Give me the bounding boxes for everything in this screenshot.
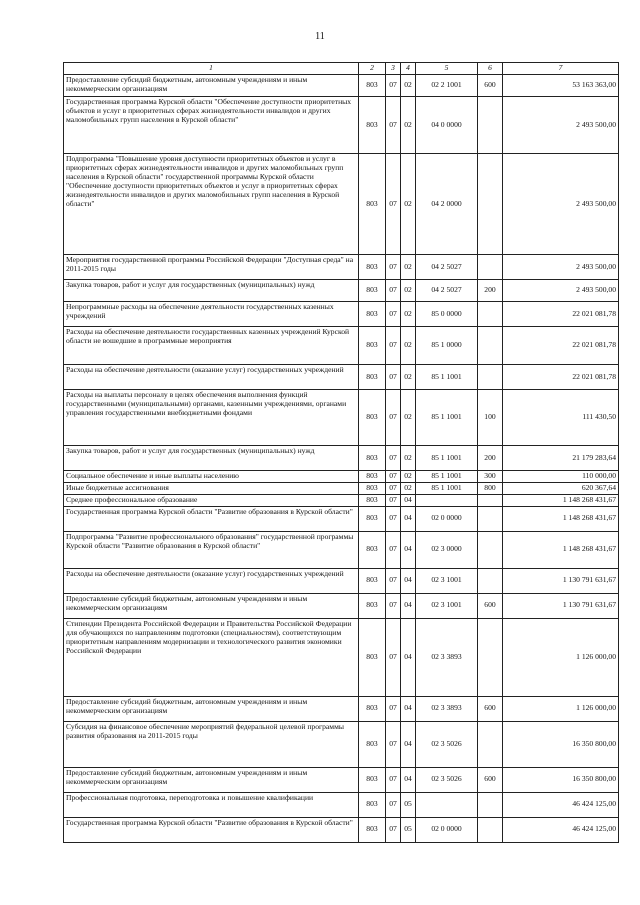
row-pr: 04: [401, 494, 416, 506]
row-rz: 07: [386, 327, 401, 365]
row-pr: 02: [401, 280, 416, 302]
row-sum: 1 148 268 431,67: [503, 531, 619, 568]
row-pr: 02: [401, 471, 416, 483]
table-row: [64, 97, 619, 154]
row-pr: 04: [401, 531, 416, 568]
row-name: Иные бюджетные ассигнования: [64, 482, 359, 494]
row-name: Подпрограмма "Повышение уровня доступности приоритетных объектов и услуг в приоритетных сферах жизнедеятельности инвалидов и других маломобильных групп населения в Курской области" государственной программы Курской области "Обеспечение доступности приоритетных объектов и услуг в приоритетных сферах жизнедеятельности инвалидов и других маломобильных групп населения в Курской области": [64, 154, 359, 255]
row-vr: [478, 255, 503, 280]
row-vr: 600: [478, 75, 503, 97]
row-csr: 02 3 5026: [416, 721, 478, 767]
row-rz: 07: [386, 494, 401, 506]
table-row: [64, 390, 619, 446]
row-sum: 46 424 125,00: [503, 817, 619, 842]
row-csr: 02 3 3893: [416, 696, 478, 721]
row-name: Расходы на обеспечение деятельности государственных казенных учреждений Курской области не вошедшие в программные мероприятия: [64, 327, 359, 365]
row-csr: 85 1 1001: [416, 390, 478, 446]
row-adm: 803: [359, 471, 386, 483]
row-rz: 07: [386, 593, 401, 618]
row-rz: 07: [386, 721, 401, 767]
row-adm: 803: [359, 767, 386, 792]
row-csr: 85 1 1001: [416, 446, 478, 471]
row-sum: 2 493 500,00: [503, 154, 619, 255]
row-sum: 22 021 081,78: [503, 327, 619, 365]
row-csr: 04 2 0000: [416, 154, 478, 255]
row-csr: 02 2 1001: [416, 75, 478, 97]
table-row: [64, 593, 619, 618]
row-name: Государственная программа Курской области "Развитие образования в Курской области": [64, 506, 359, 531]
row-sum: 22 021 081,78: [503, 365, 619, 390]
row-name: Предоставление субсидий бюджетным, автономным учреждениям и иным некоммерческим организациям: [64, 593, 359, 618]
row-csr: 85 1 1001: [416, 482, 478, 494]
row-sum: 1 148 268 431,67: [503, 494, 619, 506]
row-sum: 46 424 125,00: [503, 792, 619, 817]
row-vr: 800: [478, 482, 503, 494]
row-rz: 07: [386, 817, 401, 842]
row-csr: 04 0 0000: [416, 97, 478, 154]
row-adm: 803: [359, 792, 386, 817]
table-row: [64, 154, 619, 255]
row-vr: 600: [478, 696, 503, 721]
row-sum: 111 430,50: [503, 390, 619, 446]
row-vr: [478, 531, 503, 568]
table-row: [64, 494, 619, 506]
row-vr: 200: [478, 446, 503, 471]
row-rz: 07: [386, 154, 401, 255]
row-sum: 1 130 791 631,67: [503, 593, 619, 618]
row-name: Расходы на выплаты персоналу в целях обеспечения выполнения функций государственными (муниципальными) органами, казенными учреждениями, органами управления государственными внебюджетными фондами: [64, 390, 359, 446]
row-pr: 02: [401, 482, 416, 494]
row-name: Закупка товаров, работ и услуг для государственных (муниципальных) нужд: [64, 280, 359, 302]
row-vr: 600: [478, 593, 503, 618]
row-adm: 803: [359, 154, 386, 255]
row-vr: [478, 817, 503, 842]
table-row: [64, 280, 619, 302]
row-adm: 803: [359, 280, 386, 302]
row-adm: 803: [359, 593, 386, 618]
row-vr: 100: [478, 390, 503, 446]
row-pr: 04: [401, 568, 416, 593]
row-name: Расходы на обеспечение деятельности (оказание услуг) государственных учреждений: [64, 365, 359, 390]
row-pr: 02: [401, 446, 416, 471]
col-header-adm: 2: [359, 63, 386, 75]
row-sum: 16 350 800,00: [503, 767, 619, 792]
row-csr: 02 3 1001: [416, 593, 478, 618]
row-name: Предоставление субсидий бюджетным, автономным учреждениям и иным некоммерческим организациям: [64, 767, 359, 792]
row-name: Расходы на обеспечение деятельности (оказание услуг) государственных учреждений: [64, 568, 359, 593]
row-pr: 02: [401, 302, 416, 327]
row-name: Субсидия на финансовое обеспечение мероприятий федеральной целевой программы развития образования на 2011-2015 годы: [64, 721, 359, 767]
row-adm: 803: [359, 696, 386, 721]
row-rz: 07: [386, 75, 401, 97]
table-row: [64, 446, 619, 471]
row-vr: [478, 506, 503, 531]
row-rz: 07: [386, 446, 401, 471]
row-vr: [478, 494, 503, 506]
row-adm: 803: [359, 506, 386, 531]
table-row: [64, 471, 619, 483]
row-csr: 02 0 0000: [416, 817, 478, 842]
row-vr: 200: [478, 280, 503, 302]
table-row: [64, 75, 619, 97]
row-name: Государственная программа Курской области "Обеспечение доступности приоритетных объектов и услуг в приоритетных сферах жизнедеятельности инвалидов и других маломобильных групп населения в Курской области": [64, 97, 359, 154]
table-row: [64, 696, 619, 721]
row-name: Предоставление субсидий бюджетным, автономным учреждениям и иным некоммерческим организациям: [64, 696, 359, 721]
row-vr: [478, 302, 503, 327]
row-sum: 620 367,64: [503, 482, 619, 494]
row-vr: [478, 568, 503, 593]
row-rz: 07: [386, 506, 401, 531]
row-adm: 803: [359, 494, 386, 506]
row-adm: 803: [359, 618, 386, 696]
table-row: [64, 255, 619, 280]
table-row: [64, 327, 619, 365]
table-row: [64, 721, 619, 767]
row-sum: 1 130 791 631,67: [503, 568, 619, 593]
row-adm: 803: [359, 482, 386, 494]
row-rz: 07: [386, 618, 401, 696]
table-row: [64, 531, 619, 568]
row-rz: 07: [386, 482, 401, 494]
row-csr: [416, 494, 478, 506]
row-pr: 02: [401, 390, 416, 446]
row-vr: 600: [478, 767, 503, 792]
row-name: Государственная программа Курской области "Развитие образования в Курской области": [64, 817, 359, 842]
row-adm: 803: [359, 302, 386, 327]
budget-table: [63, 62, 619, 843]
row-sum: 21 179 283,64: [503, 446, 619, 471]
row-pr: 02: [401, 75, 416, 97]
row-csr: 02 3 0000: [416, 531, 478, 568]
row-sum: 22 021 081,78: [503, 302, 619, 327]
row-name: Мероприятия государственной программы Российской Федерации "Доступная среда" на 2011-2015 годы: [64, 255, 359, 280]
table-row: [64, 302, 619, 327]
row-csr: 85 0 0000: [416, 302, 478, 327]
page-number: 11: [315, 31, 325, 42]
row-adm: 803: [359, 97, 386, 154]
table-row: [64, 365, 619, 390]
row-csr: 02 3 3893: [416, 618, 478, 696]
table-row: [64, 618, 619, 696]
row-csr: 85 1 1001: [416, 365, 478, 390]
row-pr: 05: [401, 792, 416, 817]
table-row: [64, 568, 619, 593]
row-adm: 803: [359, 75, 386, 97]
row-vr: [478, 327, 503, 365]
row-pr: 02: [401, 255, 416, 280]
row-pr: 02: [401, 327, 416, 365]
row-pr: 04: [401, 618, 416, 696]
col-header-csr: 5: [416, 63, 478, 75]
row-rz: 07: [386, 792, 401, 817]
row-pr: 04: [401, 767, 416, 792]
row-csr: 04 2 5027: [416, 255, 478, 280]
row-vr: [478, 721, 503, 767]
table-row: [64, 767, 619, 792]
row-name: Стипендии Президента Российской Федерации и Правительства Российской Федерации для обучающихся по направлениям подготовки (специальностям), соответствующим приоритетным направлениям модернизации и технологического развития экономики Российской Федерации: [64, 618, 359, 696]
row-rz: 07: [386, 365, 401, 390]
row-name: Социальное обеспечение и иные выплаты населению: [64, 471, 359, 483]
row-vr: [478, 618, 503, 696]
row-name: Непрограммные расходы на обеспечение деятельности государственных казенных учреждений: [64, 302, 359, 327]
table-row: [64, 817, 619, 842]
row-rz: 07: [386, 302, 401, 327]
table-row: [64, 506, 619, 531]
row-vr: [478, 154, 503, 255]
row-adm: 803: [359, 327, 386, 365]
row-pr: 02: [401, 154, 416, 255]
row-vr: [478, 365, 503, 390]
row-pr: 02: [401, 365, 416, 390]
table-row: [64, 482, 619, 494]
row-csr: 85 1 0000: [416, 327, 478, 365]
row-name: Профессиональная подготовка, переподготовка и повышение квалификации: [64, 792, 359, 817]
row-rz: 07: [386, 531, 401, 568]
row-csr: 04 2 5027: [416, 280, 478, 302]
row-rz: 07: [386, 280, 401, 302]
row-csr: 02 3 1001: [416, 568, 478, 593]
row-rz: 07: [386, 471, 401, 483]
row-name: Закупка товаров, работ и услуг для государственных (муниципальных) нужд: [64, 446, 359, 471]
col-header-pr: 4: [401, 63, 416, 75]
row-sum: 110 000,00: [503, 471, 619, 483]
row-rz: 07: [386, 97, 401, 154]
row-vr: 300: [478, 471, 503, 483]
row-rz: 07: [386, 568, 401, 593]
col-header-name: 1: [64, 63, 359, 75]
row-name: Подпрограмма "Развитие профессионального образования" государственной программы Курской области "Развитие образования в Курской области": [64, 531, 359, 568]
row-csr: 02 0 0000: [416, 506, 478, 531]
row-pr: 04: [401, 506, 416, 531]
row-sum: 2 493 500,00: [503, 255, 619, 280]
row-adm: 803: [359, 568, 386, 593]
row-vr: [478, 97, 503, 154]
row-pr: 02: [401, 97, 416, 154]
row-rz: 07: [386, 767, 401, 792]
row-csr: [416, 792, 478, 817]
row-name: Среднее профессиональное образование: [64, 494, 359, 506]
row-rz: 07: [386, 255, 401, 280]
row-sum: 53 163 363,00: [503, 75, 619, 97]
row-adm: 803: [359, 721, 386, 767]
row-rz: 07: [386, 390, 401, 446]
row-sum: 1 148 268 431,67: [503, 506, 619, 531]
row-adm: 803: [359, 446, 386, 471]
header-row: [64, 63, 619, 75]
col-header-rz: 3: [386, 63, 401, 75]
row-adm: 803: [359, 390, 386, 446]
row-name: Предоставление субсидий бюджетным, автономным учреждениям и иным некоммерческим организациям: [64, 75, 359, 97]
row-vr: [478, 792, 503, 817]
row-sum: 16 350 800,00: [503, 721, 619, 767]
row-adm: 803: [359, 365, 386, 390]
row-sum: 2 493 500,00: [503, 280, 619, 302]
col-header-vr: 6: [478, 63, 503, 75]
row-rz: 07: [386, 696, 401, 721]
row-adm: 803: [359, 817, 386, 842]
row-adm: 803: [359, 255, 386, 280]
col-header-sum: 7: [503, 63, 619, 75]
row-csr: 02 3 5026: [416, 767, 478, 792]
row-csr: 85 1 1001: [416, 471, 478, 483]
row-adm: 803: [359, 531, 386, 568]
row-pr: 05: [401, 817, 416, 842]
row-sum: 2 493 500,00: [503, 97, 619, 154]
row-sum: 1 126 000,00: [503, 696, 619, 721]
row-pr: 04: [401, 696, 416, 721]
table-row: [64, 792, 619, 817]
row-pr: 04: [401, 721, 416, 767]
row-sum: 1 126 000,00: [503, 618, 619, 696]
row-pr: 04: [401, 593, 416, 618]
